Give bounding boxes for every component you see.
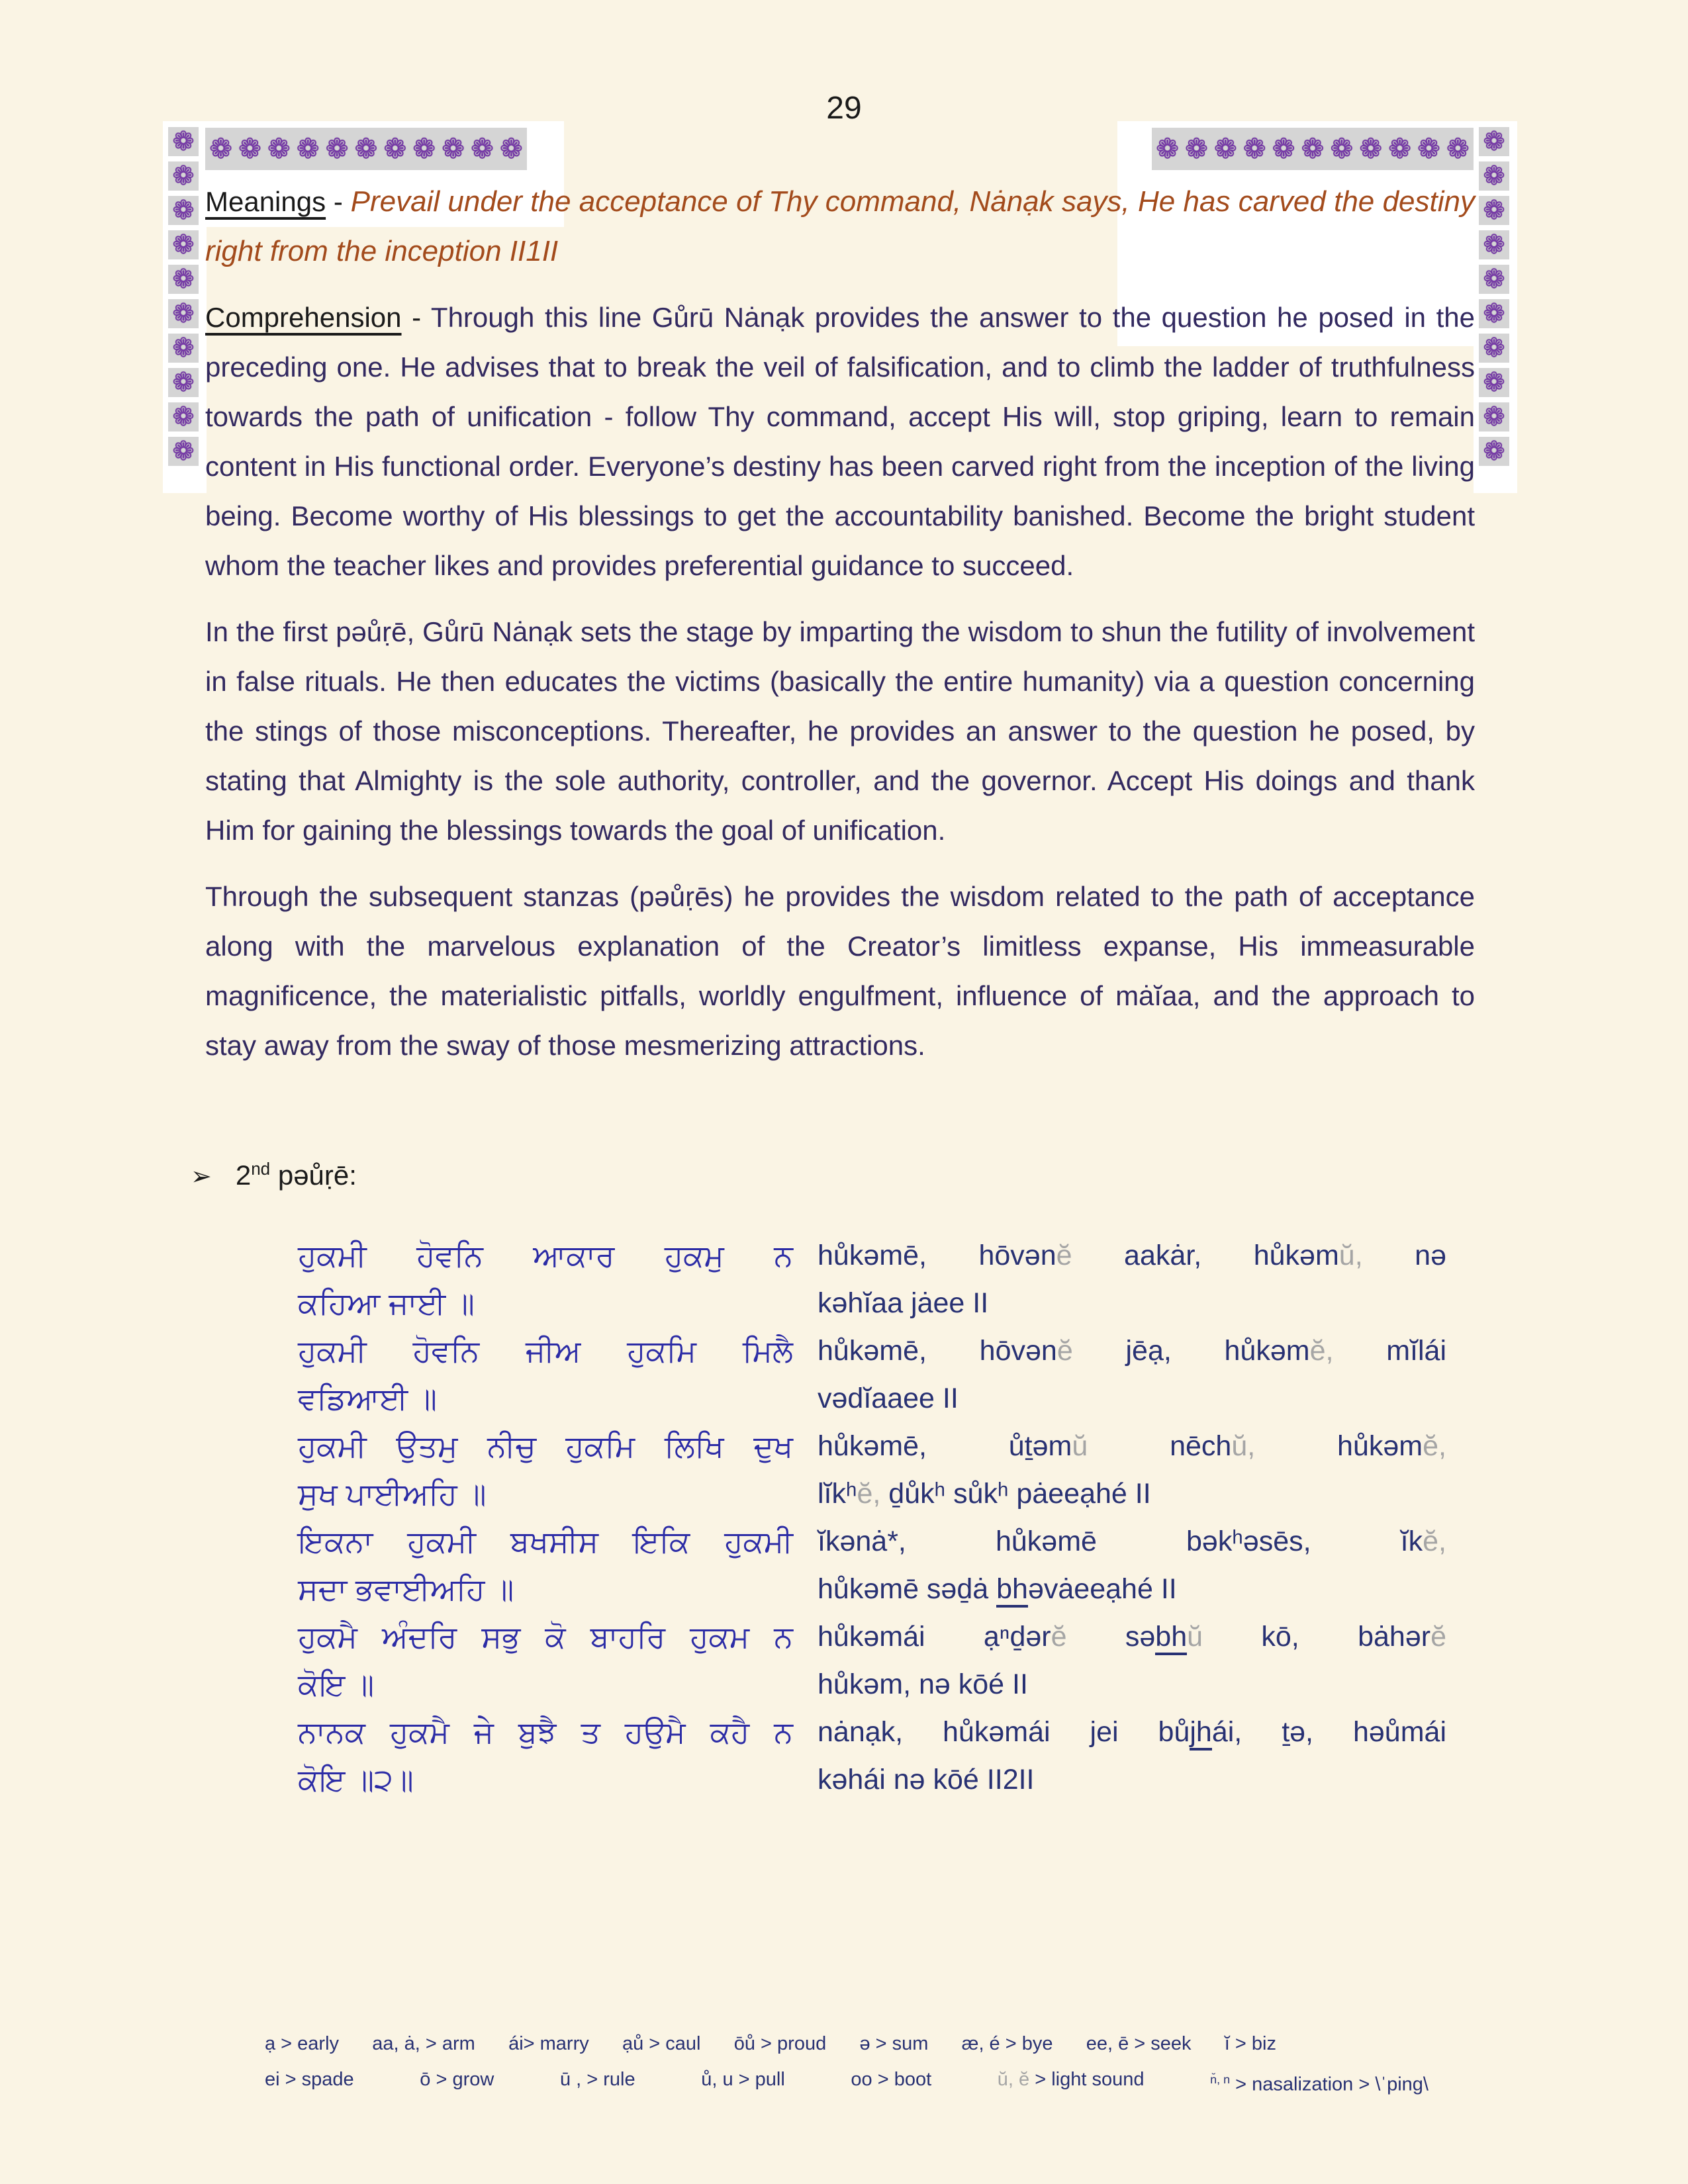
- flower-tile: [1479, 368, 1509, 397]
- pronunciation-item: [560, 2062, 635, 2102]
- text-segment: ĭ > biz: [1224, 2033, 1276, 2054]
- text-segment: əvȧeeạhé II: [1027, 1573, 1177, 1605]
- text-segment: hůkəmē səḏȧ: [818, 1573, 997, 1605]
- text-segment: bh: [1155, 1621, 1187, 1655]
- flower-tile: [1479, 334, 1509, 363]
- text-segment: vədĭaaee II: [818, 1383, 959, 1414]
- flower-icon: ❁: [1417, 133, 1441, 164]
- flower-icon: ❁: [172, 368, 195, 397]
- text-segment: ĕ,: [1423, 1525, 1446, 1557]
- text-segment: ĕ,: [857, 1478, 881, 1510]
- page-number: 29: [826, 91, 862, 126]
- text-segment: > light sound: [1029, 2069, 1145, 2090]
- gurmukhi-cell: [298, 1422, 793, 1518]
- flower-border-left: [168, 127, 199, 466]
- text-segment: jēạ, hůkəm: [1072, 1335, 1310, 1367]
- flower-tile: [168, 299, 199, 328]
- gurmukhi-line: ਇਕਨਾ ਹੁਕਮੀ ਬਖਸੀਸ ਇਕਿ ਹੁਕਮੀ: [298, 1524, 793, 1559]
- flower-icon: ❁: [1483, 437, 1505, 466]
- pronunciation-item: [508, 2026, 589, 2061]
- pronunciation-item: [998, 2062, 1145, 2102]
- text-segment: bh: [996, 1573, 1028, 1608]
- page-content: [191, 177, 1475, 1803]
- flower-icon: ❁: [412, 133, 436, 164]
- gurmukhi-cell: [298, 1613, 793, 1708]
- flower-icon: ❁: [470, 133, 494, 164]
- pronunciation-row: [265, 2062, 1429, 2102]
- flower-icon: ❁: [1483, 334, 1505, 363]
- gurmukhi-cell: [298, 1327, 793, 1422]
- text-segment: ə > sum: [859, 2033, 929, 2054]
- comprehension-paragraph: [205, 293, 1475, 590]
- text-segment: hůkəmē, hōvən: [818, 1240, 1056, 1271]
- verse-row: [205, 1708, 1475, 1803]
- text-segment: ŭ,: [1338, 1240, 1363, 1271]
- pronunciation-item: [859, 2026, 928, 2061]
- flower-icon: ❁: [172, 299, 195, 328]
- text-segment: hůkəm: [1255, 1430, 1423, 1462]
- text-segment: ĕ: [1430, 1621, 1446, 1653]
- flower-icon: ❁: [1483, 402, 1505, 432]
- text-segment: nə: [1362, 1240, 1447, 1271]
- flower-icon: ❁: [1388, 133, 1412, 164]
- flower-icon: ❁: [172, 402, 195, 432]
- body-paragraph: Through the subsequent stanzas (pəůṛēs) he provides the wisdom related to the path of acceptance along with the marvelous explanation of the Creator’s limitless expanse, His immeasurable magnificence, the materialistic pitfalls, worldly engulfment, influence of mȧĭaa, and the approach to stay away from the sway of those mesmerizing attractions.: [205, 881, 1475, 1061]
- text-segment: ĕ,: [1423, 1430, 1446, 1462]
- pronunciation-key: [265, 2026, 1429, 2102]
- meanings-text: Prevail under the acceptance of Thy command, Nȧnạk says, He has carved the destiny right from the inception II1II: [205, 185, 1475, 267]
- gurmukhi-line: ਹੁਕਮੀ ਹੋਵਨਿ ਜੀਅ ਹੁਕਮਿ ਮਿਲੈ: [298, 1334, 793, 1368]
- stanza-heading: 2nd pəůṛē:: [235, 1159, 357, 1191]
- transliteration-line: [818, 1422, 1446, 1470]
- text-segment: ḏůkʰ sůkʰ pȧeeạhé II: [880, 1478, 1151, 1510]
- text-segment: ạů > caul: [622, 2033, 701, 2054]
- text-segment: kəhĭaa jȧee II: [818, 1287, 989, 1319]
- flower-icon: ❁: [325, 133, 349, 164]
- text-segment: ĕ: [1056, 1240, 1072, 1271]
- pronunciation-item: [1225, 2026, 1276, 2061]
- gurmukhi-line: ਸਦਾ ਭਵਾਈਅਹਿ ॥: [298, 1572, 514, 1606]
- pronunciation-item: [1210, 2062, 1429, 2102]
- transliteration-line: [818, 1279, 1446, 1327]
- flower-icon: ❁: [1301, 133, 1325, 164]
- flower-tile: [1479, 127, 1509, 156]
- gurmukhi-line: ਸੁਖ ਪਾਈਅਹਿ ॥: [298, 1477, 487, 1511]
- text-segment: æ, é > bye: [961, 2033, 1053, 2054]
- text-segment: > nasalization > \ˈping\: [1230, 2073, 1429, 2095]
- gurmukhi-line: ਹੁਕਮੀ ਹੋਵਨਿ ਆਕਾਰ ਹੁਕਮੁ ਨ: [298, 1238, 793, 1273]
- text-segment: ō > grow: [420, 2069, 494, 2090]
- flower-icon: ❁: [172, 161, 195, 191]
- text-segment: aa, ȧ, > arm: [372, 2033, 475, 2054]
- body-paragraph: In the first pəůṛē, Gůrū Nȧnạk sets the stage by imparting the wisdom to shun the futility of involvement in false rituals. He then educates the victims (basically the entire humanity) via a question concerning the stings of those misconceptions. Thereafter, he provides an answer to the question he posed, by stating that Almighty is the sole authority, controller, and the governor. Accept His doings and thank Him for gaining the blessings towards the goal of unification.: [205, 616, 1475, 846]
- text-segment: ŭ, ĕ: [997, 2069, 1030, 2090]
- text-segment: hůkəmē, ůṯəm: [818, 1430, 1072, 1462]
- transliteration-cell: [818, 1422, 1446, 1518]
- pronunciation-item: [265, 2026, 339, 2061]
- comprehension-text: Through this line Gůrū Nȧnạk provides the answer to the question he posed in the preceding one. He advises that to break the veil of falsification, and to climb the ladder of truthfulness towards the path of unification - follow Thy command, accept His will, stop griping, learn to remain content in His functional order. Everyone’s destiny has been carved right from the inception of the living being. Become worthy of His blessings to get the accountability banished. Become the bright student whom the teacher likes and provides preferential guidance to succeed.: [205, 302, 1475, 581]
- text-segment: lĭkʰ: [818, 1478, 857, 1510]
- flower-tile: [1479, 230, 1509, 259]
- flower-tile: [168, 127, 199, 156]
- pronunciation-row: [265, 2026, 1276, 2061]
- verse-row: [205, 1327, 1475, 1422]
- flower-icon: ❁: [172, 127, 195, 156]
- flower-icon: ❁: [1483, 196, 1505, 225]
- text-segment: ĭkənȧ*, hůkəmē bəkʰəsēs, ĭk: [818, 1525, 1423, 1557]
- flower-icon: ❁: [1213, 133, 1237, 164]
- flower-tile: [1479, 299, 1509, 328]
- text-segment: nȧnạk, hůkəmái jei bů: [818, 1716, 1190, 1748]
- flower-tile: [1479, 402, 1509, 432]
- text-segment: nēch: [1088, 1430, 1232, 1462]
- text-segment: hůkəmē, hōvən: [818, 1335, 1057, 1367]
- text-segment: hůkəm, nə kōé II: [818, 1668, 1028, 1700]
- heading-separator: -: [401, 302, 431, 333]
- transliteration-line: [818, 1375, 1446, 1422]
- transliteration-cell: [818, 1708, 1446, 1803]
- flower-icon: ❁: [354, 133, 378, 164]
- text-segment: ĕ,: [1309, 1335, 1334, 1367]
- stanza-bullet-row: [191, 1144, 1475, 1202]
- flower-icon: ❁: [238, 133, 262, 164]
- transliteration-line: [818, 1661, 1446, 1708]
- flower-tile: [168, 265, 199, 294]
- flower-icon: ❁: [172, 196, 195, 225]
- transliteration-cell: [818, 1613, 1446, 1708]
- pronunciation-item: [962, 2026, 1053, 2061]
- transliteration-line: [818, 1327, 1446, 1375]
- flower-icon: ❁: [1243, 133, 1266, 164]
- gurmukhi-line: ਹੁਕਮੈ ਅੰਦਰਿ ਸਭੁ ਕੋ ਬਾਹਰਿ ਹੁਕਮ ਨ: [298, 1619, 793, 1654]
- text-segment: ĕ: [1051, 1621, 1067, 1653]
- text-segment: ái, ṯə, həůmái: [1211, 1716, 1446, 1748]
- arrow-bullet-icon: ➢: [191, 1163, 212, 1191]
- verse-row: [205, 1518, 1475, 1613]
- flower-tile: [168, 334, 199, 363]
- text-segment: ŭ: [1187, 1621, 1203, 1653]
- flower-icon: ❁: [1483, 265, 1505, 294]
- flower-icon: ❁: [1483, 127, 1505, 156]
- text-segment: ạ > early: [265, 2033, 340, 2054]
- gurmukhi-cell: [298, 1708, 793, 1803]
- verse-row: [205, 1232, 1475, 1327]
- transliteration-cell: [818, 1327, 1446, 1422]
- gurmukhi-cell: [298, 1518, 793, 1613]
- flower-tile: [1479, 196, 1509, 225]
- gurmukhi-line: ਵਡਿਆਈ ॥: [298, 1381, 438, 1416]
- text-segment: ei > spade: [265, 2069, 354, 2090]
- flower-icon: ❁: [209, 133, 233, 164]
- text-segment: mĭlái: [1333, 1335, 1447, 1367]
- text-segment: hůkəmái ạⁿḏər: [818, 1621, 1051, 1653]
- gurmukhi-cell: [298, 1232, 793, 1327]
- gurmukhi-line: ਨਾਨਕ ਹੁਕਮੈ ਜੇ ਬੁਝੈ ਤ ਹਉਮੈ ਕਹੈ ਨ: [298, 1715, 793, 1749]
- text-segment: kō, bȧhər: [1203, 1621, 1431, 1653]
- pronunciation-item: [372, 2026, 475, 2061]
- flower-tile: [168, 230, 199, 259]
- flower-icon: ❁: [1359, 133, 1383, 164]
- pronunciation-item: [734, 2026, 826, 2061]
- text-segment: ū , > rule: [559, 2069, 635, 2090]
- flower-icon: ❁: [267, 133, 291, 164]
- flower-tile: [168, 161, 199, 191]
- gurmukhi-line: ਕੋਇ ॥: [298, 1667, 375, 1702]
- text-segment: ŭ: [1072, 1430, 1088, 1462]
- flower-icon: ❁: [1446, 133, 1470, 164]
- flower-tile: [168, 368, 199, 397]
- text-segment: ŭ,: [1231, 1430, 1256, 1462]
- flower-tile: [1479, 265, 1509, 294]
- pronunciation-item: [701, 2062, 785, 2102]
- pronunciation-item: [622, 2026, 701, 2061]
- transliteration-cell: [818, 1518, 1446, 1613]
- text-segment: n̆, n: [1210, 2073, 1231, 2086]
- text-segment: ĕ: [1056, 1335, 1073, 1367]
- meanings-paragraph: [205, 177, 1475, 276]
- flower-icon: ❁: [172, 230, 195, 259]
- text-segment: ů, u > pull: [701, 2069, 785, 2090]
- flower-icon: ❁: [1483, 299, 1505, 328]
- pronunciation-item: [265, 2062, 354, 2102]
- verse-row: [205, 1422, 1475, 1518]
- flower-border-top-left: [205, 128, 527, 170]
- transliteration-line: [818, 1232, 1446, 1279]
- flower-icon: ❁: [1330, 133, 1354, 164]
- pronunciation-item: [851, 2062, 931, 2102]
- transliteration-line: [818, 1756, 1446, 1803]
- flower-icon: ❁: [172, 437, 195, 466]
- text-segment: jh: [1190, 1716, 1211, 1751]
- flower-border-right: [1479, 127, 1509, 466]
- flower-icon: ❁: [1483, 161, 1505, 191]
- meanings-heading: Meanings: [205, 186, 326, 217]
- flower-icon: ❁: [1156, 133, 1180, 164]
- flower-icon: ❁: [172, 265, 195, 294]
- flower-icon: ❁: [442, 133, 465, 164]
- transliteration-cell: [818, 1232, 1446, 1327]
- text-segment: ōů > proud: [733, 2033, 827, 2054]
- text-segment: kəhái nə kōé II2II: [818, 1764, 1035, 1796]
- flower-icon: ❁: [1184, 133, 1209, 164]
- flower-icon: ❁: [499, 133, 523, 164]
- flower-icon: ❁: [1483, 368, 1505, 397]
- transliteration-line: [818, 1470, 1446, 1518]
- pronunciation-item: [1086, 2026, 1192, 2061]
- flower-icon: ❁: [383, 133, 407, 164]
- gurmukhi-line: ਹੁਕਮੀ ਉਤਮੁ ਨੀਚੁ ਹੁਕਮਿ ਲਿਖਿ ਦੁਖ: [298, 1429, 793, 1463]
- pronunciation-item: [420, 2062, 494, 2102]
- text-segment: oo > boot: [851, 2069, 932, 2090]
- flower-tile: [168, 402, 199, 432]
- flower-tile: [168, 196, 199, 225]
- flower-icon: ❁: [1272, 133, 1295, 164]
- transliteration-line: [818, 1613, 1446, 1661]
- transliteration-line: [818, 1708, 1446, 1756]
- text-segment: ái> marry: [508, 2033, 589, 2054]
- text-segment: aakȧr, hůkəm: [1072, 1240, 1339, 1271]
- gurmukhi-line: ਕਹਿਆ ਜਾਈ ॥: [298, 1286, 475, 1320]
- transliteration-line: [818, 1518, 1446, 1565]
- flower-icon: ❁: [172, 334, 195, 363]
- flower-tile: [168, 437, 199, 466]
- flower-tile: [1479, 437, 1509, 466]
- heading-separator: -: [326, 186, 351, 217]
- verse-row: [205, 1613, 1475, 1708]
- text-segment: ee, ē > seek: [1086, 2033, 1192, 2054]
- transliteration-line: [818, 1565, 1446, 1613]
- flower-icon: ❁: [296, 133, 320, 164]
- flower-icon: ❁: [1483, 230, 1505, 259]
- flower-border-top-right: [1152, 128, 1474, 170]
- gurmukhi-line: ਕੋਇ ॥੨॥: [298, 1762, 414, 1797]
- text-segment: sə: [1066, 1621, 1156, 1653]
- verse-table: [205, 1232, 1475, 1803]
- flower-tile: [1479, 161, 1509, 191]
- comprehension-heading: Comprehension: [205, 302, 402, 333]
